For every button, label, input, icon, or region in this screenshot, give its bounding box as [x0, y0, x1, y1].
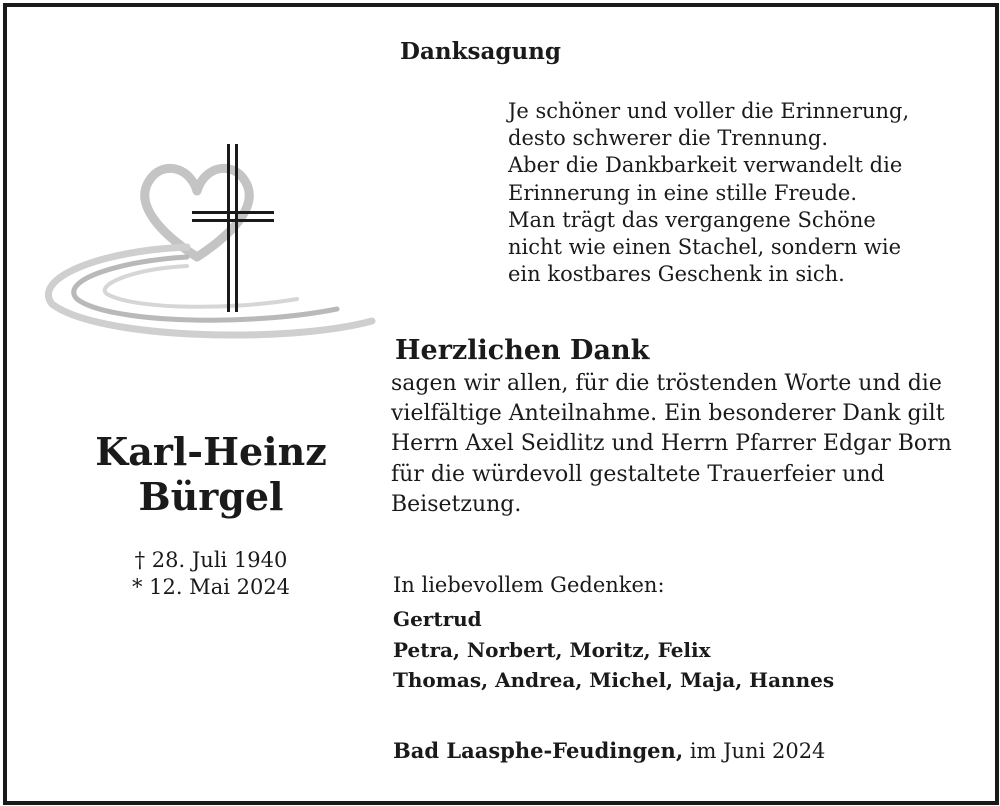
- poem-line: Man trägt das vergangene Schöne: [508, 207, 876, 232]
- deceased-dates: [51, 547, 371, 601]
- remembrance-line: In liebevollem Gedenken:: [393, 573, 665, 597]
- family-line: Thomas, Andrea, Michel, Maja, Hannes: [393, 668, 835, 692]
- poem-line: Je schöner und voller die Erinnerung,: [508, 99, 910, 123]
- deceased-name: [51, 429, 371, 519]
- family-names: [393, 604, 834, 696]
- poem-line: ein kostbares Geschenk in sich.: [508, 262, 845, 287]
- thanks-line: vielfältige Anteilnahme. Ein besonderer Dank gilt: [391, 401, 945, 427]
- poem: [508, 98, 909, 288]
- thanks-line: für die würdevoll gestaltete Trauerfeier und: [391, 461, 885, 487]
- poem-line: Erinnerung in eine stille Freude.: [508, 180, 858, 205]
- deceased-last-name: Bürgel: [138, 474, 284, 519]
- poem-line: Aber die Dankbarkeit verwandelt die: [508, 153, 903, 178]
- place: Bad Laasphe-Feudingen,: [393, 738, 684, 763]
- deceased-first-name: Karl-Heinz: [95, 429, 327, 474]
- date: im Juni 2024: [689, 739, 826, 763]
- thanks-text: [391, 369, 952, 520]
- cross-heart-emblem-icon: [37, 139, 382, 344]
- place-date: [393, 738, 825, 763]
- thanks-title: Herzlichen Dank: [395, 335, 650, 366]
- thanks-line: Herrn Axel Seidlitz und Herrn Pfarrer Edgar Born: [391, 431, 952, 457]
- thanks-line: sagen wir allen, für die tröstenden Worte und die: [391, 371, 942, 396]
- notice-heading: Danksagung: [400, 38, 561, 65]
- date-line: * 12. Mai 2024: [131, 575, 291, 599]
- obituary-notice: [3, 3, 999, 805]
- poem-line: desto schwerer die Trennung.: [508, 126, 829, 151]
- family-line: Gertrud: [393, 607, 482, 631]
- poem-line: nicht wie einen Stachel, sondern wie: [508, 235, 902, 260]
- thanks-line: Beisetzung.: [391, 491, 522, 517]
- date-line: † 28. Juli 1940: [134, 548, 288, 572]
- family-line: Petra, Norbert, Moritz, Felix: [393, 637, 711, 662]
